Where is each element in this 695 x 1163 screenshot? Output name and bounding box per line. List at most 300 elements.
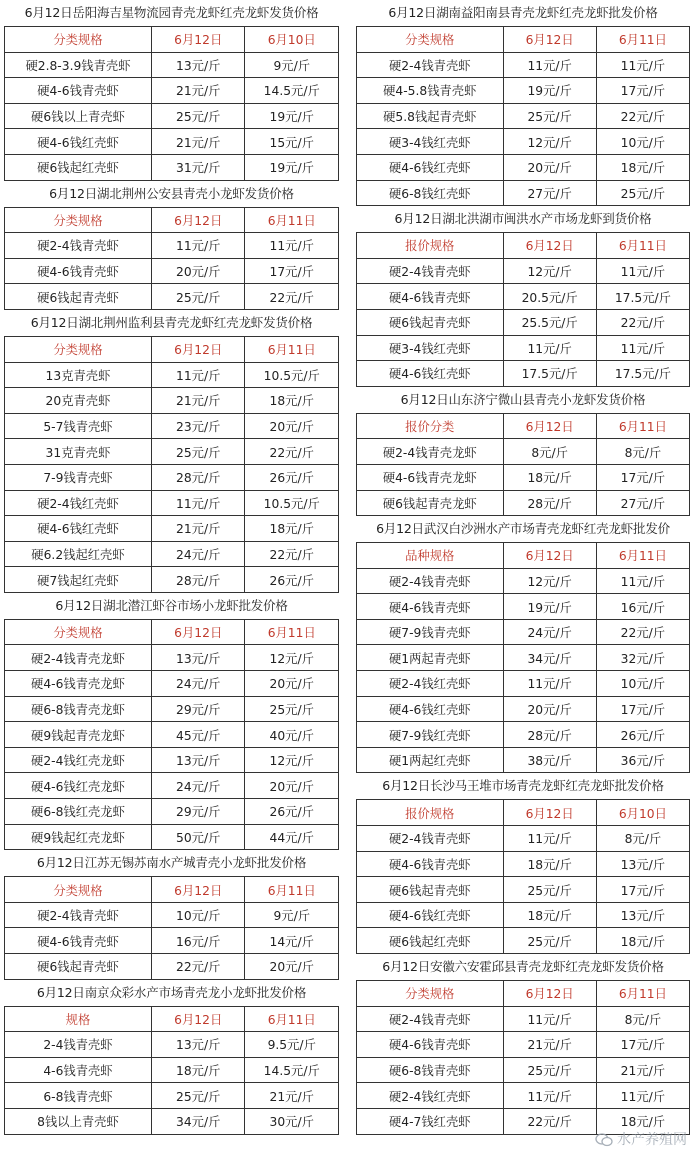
- spec-cell: 硬4-6钱青壳虾: [5, 78, 152, 104]
- price-cell: 11元/斤: [596, 335, 689, 361]
- price-cell: 31元/斤: [151, 154, 245, 180]
- table-header-row: [5, 1006, 339, 1032]
- column-header: 6月12日: [151, 336, 245, 362]
- spec-cell: 硬6钱起青壳虾: [5, 954, 152, 980]
- price-cell: 14.5元/斤: [245, 1057, 339, 1083]
- spec-cell: 硬4-6钱青壳龙虾: [357, 464, 504, 490]
- price-cell: 11元/斤: [151, 490, 245, 516]
- price-cell: 11元/斤: [596, 258, 689, 284]
- price-cell: 25元/斤: [503, 1057, 596, 1083]
- table-title: 6月12日湖南益阳南县青壳龙虾红壳龙虾批发价格: [388, 5, 658, 20]
- price-cell: 13元/斤: [151, 1032, 245, 1058]
- price-cell: 18元/斤: [245, 388, 339, 414]
- price-cell: 20.5元/斤: [503, 284, 596, 310]
- table-title: 6月12日江苏无锡苏南水产城青壳小龙虾批发价格: [36, 855, 307, 871]
- spec-cell: 6-8钱青壳虾: [5, 1083, 152, 1109]
- column-header: 分类规格: [5, 877, 152, 903]
- price-cell: 11元/斤: [596, 568, 689, 594]
- price-cell: 11元/斤: [151, 233, 245, 259]
- table-row: [357, 439, 690, 465]
- table-row: [357, 619, 690, 645]
- table-title: 6月12日南京众彩水产市场青壳龙小龙虾批发价格: [36, 984, 307, 1000]
- column-header: 6月11日: [245, 619, 339, 645]
- column-header: 分类规格: [5, 207, 152, 233]
- table-row: [357, 180, 690, 206]
- table-row: [5, 129, 339, 155]
- price-cell: 17元/斤: [596, 1032, 689, 1058]
- spec-cell: 硬2-4钱青壳虾: [357, 826, 504, 852]
- table-row: [5, 722, 339, 748]
- price-cell: 9元/斤: [245, 52, 339, 78]
- price-cell: 8元/斤: [596, 826, 689, 852]
- price-cell: 21元/斤: [596, 1057, 689, 1083]
- column-header: 6月12日: [503, 27, 596, 53]
- column-header: 6月11日: [596, 233, 689, 259]
- price-cell: 45元/斤: [151, 722, 245, 748]
- spec-cell: 20克青壳虾: [5, 388, 152, 414]
- table-row: [357, 1032, 690, 1058]
- spec-cell: 硬6钱以上青壳虾: [5, 103, 152, 129]
- spec-cell: 硬2-4钱青壳虾: [357, 52, 504, 78]
- price-cell: 25元/斤: [503, 928, 596, 954]
- price-cell: 9.5元/斤: [245, 1032, 339, 1058]
- price-cell: 11元/斤: [596, 1083, 689, 1109]
- column-header: 分类规格: [5, 27, 152, 53]
- price-cell: 20元/斤: [245, 954, 339, 980]
- price-cell: 17元/斤: [596, 78, 689, 104]
- spec-cell: 硬2-4钱红壳虾: [5, 490, 152, 516]
- price-cell: 9元/斤: [245, 902, 339, 928]
- spec-cell: 硬6钱起青壳虾: [357, 309, 504, 335]
- price-table: [4, 876, 339, 979]
- spec-cell: 硬4-6钱红壳虾: [357, 154, 504, 180]
- spec-cell: 硬2.8-3.9钱青壳虾: [5, 52, 152, 78]
- table-title: 6月12日岳阳海吉星物流园青壳龙虾红壳龙虾发货价格: [24, 5, 319, 20]
- price-cell: 22元/斤: [151, 954, 245, 980]
- spec-cell: 硬6-8钱青壳虾: [357, 1057, 504, 1083]
- price-cell: 28元/斤: [151, 464, 245, 490]
- column-header: 6月11日: [596, 413, 689, 439]
- price-cell: 10.5元/斤: [245, 362, 339, 388]
- price-cell: 13元/斤: [596, 902, 689, 928]
- price-cell: 13元/斤: [596, 851, 689, 877]
- table-row: [5, 541, 339, 567]
- spec-cell: 硬6钱起青壳虾: [5, 284, 152, 310]
- price-cell: 28元/斤: [503, 722, 596, 748]
- price-table: [356, 542, 690, 773]
- table-header-row: [357, 981, 690, 1007]
- price-cell: 12元/斤: [503, 129, 596, 155]
- table-header-row: [5, 619, 339, 645]
- column-header: 6月11日: [596, 981, 689, 1007]
- table-title: 6月12日安徽六安霍邱县青壳龙虾红壳龙虾发货价格: [382, 959, 664, 974]
- price-cell: 11元/斤: [503, 1006, 596, 1032]
- price-cell: 25元/斤: [503, 877, 596, 903]
- price-cell: 19元/斤: [245, 154, 339, 180]
- price-cell: 21元/斤: [151, 129, 245, 155]
- spec-cell: 硬6-8钱红壳虾: [357, 180, 504, 206]
- column-header: 6月12日: [151, 27, 245, 53]
- table-row: [357, 877, 690, 903]
- table-row: [5, 78, 339, 104]
- price-cell: 50元/斤: [151, 824, 245, 850]
- price-table: [4, 619, 339, 850]
- price-cell: 28元/斤: [151, 567, 245, 593]
- table-header-row: [357, 413, 690, 439]
- column-header: 6月11日: [245, 877, 339, 903]
- price-cell: 24元/斤: [151, 773, 245, 799]
- price-cell: 20元/斤: [245, 773, 339, 799]
- column-header: 报价规格: [357, 233, 504, 259]
- table-row: [357, 851, 690, 877]
- spec-cell: 硬4-6钱青壳虾: [5, 928, 152, 954]
- table-row: [357, 1083, 690, 1109]
- price-table-block: [356, 516, 690, 773]
- spec-cell: 硬4-5.8钱青壳虾: [357, 78, 504, 104]
- table-row: [5, 413, 339, 439]
- table-row: [5, 747, 339, 773]
- price-cell: 14.5元/斤: [245, 78, 339, 104]
- table-row: [5, 258, 339, 284]
- price-cell: 32元/斤: [596, 645, 689, 671]
- price-cell: 22元/斤: [596, 103, 689, 129]
- spec-cell: 硬6-8钱红壳龙虾: [5, 799, 152, 825]
- table-row: [5, 696, 339, 722]
- table-row: [357, 103, 690, 129]
- spec-cell: 硬2-4钱青壳龙虾: [357, 439, 504, 465]
- spec-cell: 硬4-7钱红壳虾: [357, 1108, 504, 1134]
- price-cell: 13元/斤: [151, 52, 245, 78]
- price-cell: 38元/斤: [503, 747, 596, 773]
- column-header: 品种规格: [357, 543, 504, 569]
- price-cell: 18元/斤: [596, 154, 689, 180]
- column-header: 分类规格: [5, 619, 152, 645]
- table-row: [5, 284, 339, 310]
- price-cell: 29元/斤: [151, 799, 245, 825]
- table-row: [357, 361, 690, 387]
- price-table-block: [356, 954, 690, 1135]
- price-cell: 11元/斤: [503, 671, 596, 697]
- column-header: 分类规格: [357, 27, 504, 53]
- table-row: [357, 129, 690, 155]
- price-cell: 27元/斤: [596, 490, 689, 516]
- table-row: [5, 928, 339, 954]
- price-cell: 20元/斤: [245, 671, 339, 697]
- table-row: [5, 388, 339, 414]
- table-header-row: [5, 336, 339, 362]
- column-header: 分类规格: [5, 336, 152, 362]
- price-cell: 8元/斤: [596, 439, 689, 465]
- table-row: [5, 1032, 339, 1058]
- column-header: 6月12日: [503, 543, 596, 569]
- table-row: [5, 773, 339, 799]
- price-cell: 17元/斤: [245, 258, 339, 284]
- spec-cell: 硬2-4钱青壳虾: [357, 1006, 504, 1032]
- table-row: [5, 902, 339, 928]
- price-table-block: [4, 181, 339, 310]
- price-cell: 29元/斤: [151, 696, 245, 722]
- price-cell: 20元/斤: [245, 413, 339, 439]
- price-cell: 17元/斤: [596, 464, 689, 490]
- table-title: 6月12日山东济宁微山县青壳小龙虾发货价格: [400, 391, 646, 407]
- price-cell: 25元/斤: [245, 696, 339, 722]
- right-column: [356, 0, 690, 1135]
- table-title: 6月12日武汉白沙洲水产市场青壳龙虾红壳龙虾批发价: [376, 521, 670, 537]
- price-cell: 12元/斤: [503, 258, 596, 284]
- table-header-row: [357, 543, 690, 569]
- price-cell: 19元/斤: [503, 594, 596, 620]
- table-row: [5, 103, 339, 129]
- price-table-block: [4, 0, 339, 181]
- price-cell: 19元/斤: [503, 78, 596, 104]
- spec-cell: 硬5.8钱起青壳虾: [357, 103, 504, 129]
- table-header-row: [357, 27, 690, 53]
- price-cell: 26元/斤: [596, 722, 689, 748]
- price-cell: 28元/斤: [503, 490, 596, 516]
- table-row: [357, 1057, 690, 1083]
- table-title: 6月12日长沙马王堆市场青壳龙虾红壳龙虾批发价格: [382, 778, 664, 794]
- spec-cell: 硬2-4钱青壳虾: [5, 902, 152, 928]
- price-cell: 21元/斤: [245, 1083, 339, 1109]
- price-cell: 27元/斤: [503, 180, 596, 206]
- price-table-block: [356, 206, 690, 387]
- spec-cell: 硬7-9钱青壳虾: [357, 619, 504, 645]
- table-row: [5, 464, 339, 490]
- table-row: [357, 902, 690, 928]
- price-cell: 17.5元/斤: [503, 361, 596, 387]
- table-row: [357, 594, 690, 620]
- spec-cell: 4-6钱青壳虾: [5, 1057, 152, 1083]
- price-cell: 25元/斤: [151, 103, 245, 129]
- spec-cell: 硬2-4钱红壳虾: [357, 671, 504, 697]
- column-header: 规格: [5, 1006, 152, 1032]
- column-header: 6月12日: [151, 877, 245, 903]
- spec-cell: 5-7钱青壳虾: [5, 413, 152, 439]
- price-cell: 17元/斤: [596, 877, 689, 903]
- spec-cell: 2-4钱青壳虾: [5, 1032, 152, 1058]
- price-cell: 11元/斤: [596, 52, 689, 78]
- price-table-block: [356, 773, 690, 954]
- column-header: 6月12日: [503, 413, 596, 439]
- price-cell: 21元/斤: [151, 516, 245, 542]
- price-cell: 22元/斤: [245, 541, 339, 567]
- column-header: 6月12日: [151, 207, 245, 233]
- spec-cell: 硬7钱起红壳虾: [5, 567, 152, 593]
- spec-cell: 硬4-6钱青壳虾: [5, 258, 152, 284]
- table-row: [5, 439, 339, 465]
- table-row: [5, 799, 339, 825]
- price-cell: 24元/斤: [503, 619, 596, 645]
- column-header: 分类规格: [357, 981, 504, 1007]
- spec-cell: 硬4-6钱青壳虾: [357, 284, 504, 310]
- price-cell: 25元/斤: [503, 103, 596, 129]
- spec-cell: 硬9钱起红壳龙虾: [5, 824, 152, 850]
- price-cell: 10元/斤: [596, 129, 689, 155]
- table-row: [357, 309, 690, 335]
- column-header: 6月12日: [503, 800, 596, 826]
- price-cell: 21元/斤: [151, 388, 245, 414]
- spec-cell: 硬6钱起青壳虾: [357, 877, 504, 903]
- table-row: [357, 258, 690, 284]
- spec-cell: 硬4-6钱红壳虾: [357, 361, 504, 387]
- table-row: [357, 722, 690, 748]
- spec-cell: 硬4-6钱红壳虾: [357, 902, 504, 928]
- price-cell: 8元/斤: [596, 1006, 689, 1032]
- price-cell: 25元/斤: [151, 439, 245, 465]
- table-row: [357, 568, 690, 594]
- price-cell: 34元/斤: [151, 1108, 245, 1134]
- table-row: [357, 671, 690, 697]
- wechat-icon: [595, 1133, 613, 1147]
- price-cell: 12元/斤: [245, 747, 339, 773]
- price-cell: 25元/斤: [151, 1083, 245, 1109]
- price-table: [356, 980, 690, 1135]
- price-cell: 8元/斤: [503, 439, 596, 465]
- price-cell: 11元/斤: [503, 52, 596, 78]
- price-cell: 12元/斤: [503, 568, 596, 594]
- spec-cell: 硬6钱起青壳龙虾: [357, 490, 504, 516]
- price-table: [4, 1006, 339, 1135]
- column-header: 6月12日: [503, 981, 596, 1007]
- price-cell: 18元/斤: [151, 1057, 245, 1083]
- table-row: [5, 362, 339, 388]
- column-header: 6月11日: [245, 1006, 339, 1032]
- price-cell: 34元/斤: [503, 645, 596, 671]
- price-cell: 25元/斤: [151, 284, 245, 310]
- table-row: [5, 824, 339, 850]
- spec-cell: 7-9钱青壳虾: [5, 464, 152, 490]
- price-table-block: [4, 593, 339, 850]
- table-header-row: [357, 800, 690, 826]
- spec-cell: 硬7-9钱红壳虾: [357, 722, 504, 748]
- price-cell: 17元/斤: [596, 696, 689, 722]
- spec-cell: 硬6.2钱起红壳虾: [5, 541, 152, 567]
- price-cell: 11元/斤: [503, 826, 596, 852]
- price-cell: 18元/斤: [596, 928, 689, 954]
- column-header: 报价规格: [357, 800, 504, 826]
- table-row: [5, 490, 339, 516]
- table-row: [357, 1006, 690, 1032]
- table-row: [5, 154, 339, 180]
- table-title: 6月12日湖北荆州公安县青壳小龙虾发货价格: [49, 185, 294, 201]
- table-row: [357, 464, 690, 490]
- spec-cell: 13克青壳虾: [5, 362, 152, 388]
- price-table-block: [4, 850, 339, 979]
- table-row: [357, 747, 690, 773]
- price-cell: 21元/斤: [503, 1032, 596, 1058]
- price-cell: 13元/斤: [151, 747, 245, 773]
- price-cell: 17.5元/斤: [596, 284, 689, 310]
- table-row: [357, 645, 690, 671]
- price-cell: 22元/斤: [503, 1108, 596, 1134]
- price-cell: 26元/斤: [245, 567, 339, 593]
- price-table: [4, 207, 339, 310]
- spec-cell: 8钱以上青壳虾: [5, 1108, 152, 1134]
- price-cell: 18元/斤: [503, 851, 596, 877]
- price-cell: 20元/斤: [503, 154, 596, 180]
- table-row: [357, 490, 690, 516]
- price-cell: 36元/斤: [596, 747, 689, 773]
- spec-cell: 硬4-6钱青壳龙虾: [5, 671, 152, 697]
- price-cell: 16元/斤: [151, 928, 245, 954]
- price-cell: 11元/斤: [503, 1083, 596, 1109]
- table-row: [5, 52, 339, 78]
- price-cell: 11元/斤: [245, 233, 339, 259]
- price-table: [4, 26, 339, 181]
- price-cell: 14元/斤: [245, 928, 339, 954]
- price-cell: 26元/斤: [245, 464, 339, 490]
- spec-cell: 硬4-6钱青壳虾: [357, 851, 504, 877]
- price-cell: 16元/斤: [596, 594, 689, 620]
- watermark: [595, 1129, 687, 1149]
- column-header: 6月11日: [596, 27, 689, 53]
- price-table-block: [4, 980, 339, 1135]
- spec-cell: 硬2-4钱红壳虾: [357, 1083, 504, 1109]
- price-cell: 10.5元/斤: [245, 490, 339, 516]
- left-column: [4, 0, 339, 1135]
- spec-cell: 硬2-4钱青壳虾: [5, 233, 152, 259]
- price-cell: 11元/斤: [503, 335, 596, 361]
- price-table: [356, 26, 690, 206]
- price-cell: 18元/斤: [503, 464, 596, 490]
- price-cell: 24元/斤: [151, 541, 245, 567]
- table-row: [357, 335, 690, 361]
- table-header-row: [5, 27, 339, 53]
- spec-cell: 硬2-4钱青壳龙虾: [5, 645, 152, 671]
- column-header: 6月11日: [596, 543, 689, 569]
- price-cell: 10元/斤: [151, 902, 245, 928]
- spec-cell: 硬4-6钱红壳虾: [357, 696, 504, 722]
- column-header: 6月11日: [245, 207, 339, 233]
- table-title: 6月12日湖北潜江虾谷市场小龙虾批发价格: [55, 597, 288, 613]
- price-cell: 25元/斤: [596, 180, 689, 206]
- table-row: [5, 567, 339, 593]
- table-row: [5, 233, 339, 259]
- spec-cell: 硬4-6钱红壳龙虾: [5, 773, 152, 799]
- spec-cell: 硬4-6钱青壳虾: [357, 594, 504, 620]
- price-cell: 19元/斤: [245, 103, 339, 129]
- spec-cell: 硬4-6钱青壳虾: [357, 1032, 504, 1058]
- table-row: [357, 826, 690, 852]
- table-row: [5, 954, 339, 980]
- spec-cell: 硬2-4钱青壳虾: [357, 568, 504, 594]
- table-row: [357, 78, 690, 104]
- spec-cell: 硬6钱起红壳虾: [5, 154, 152, 180]
- table-row: [5, 645, 339, 671]
- column-header: 6月12日: [151, 1006, 245, 1032]
- price-cell: 44元/斤: [245, 824, 339, 850]
- price-cell: 10元/斤: [596, 671, 689, 697]
- column-header: 报价分类: [357, 413, 504, 439]
- price-cell: 18元/斤: [596, 1108, 689, 1134]
- table-row: [357, 696, 690, 722]
- price-cell: 25.5元/斤: [503, 309, 596, 335]
- price-cell: 18元/斤: [503, 902, 596, 928]
- column-header: 6月12日: [503, 233, 596, 259]
- price-cell: 17.5元/斤: [596, 361, 689, 387]
- spec-cell: 硬6-8钱青壳龙虾: [5, 696, 152, 722]
- price-cell: 11元/斤: [151, 362, 245, 388]
- table-row: [5, 671, 339, 697]
- price-cell: 22元/斤: [596, 619, 689, 645]
- price-cell: 22元/斤: [245, 284, 339, 310]
- price-cell: 15元/斤: [245, 129, 339, 155]
- price-cell: 21元/斤: [151, 78, 245, 104]
- spec-cell: 硬1两起青壳虾: [357, 645, 504, 671]
- table-row: [357, 154, 690, 180]
- table-header-row: [5, 877, 339, 903]
- spec-cell: 硬4-6钱红壳虾: [5, 516, 152, 542]
